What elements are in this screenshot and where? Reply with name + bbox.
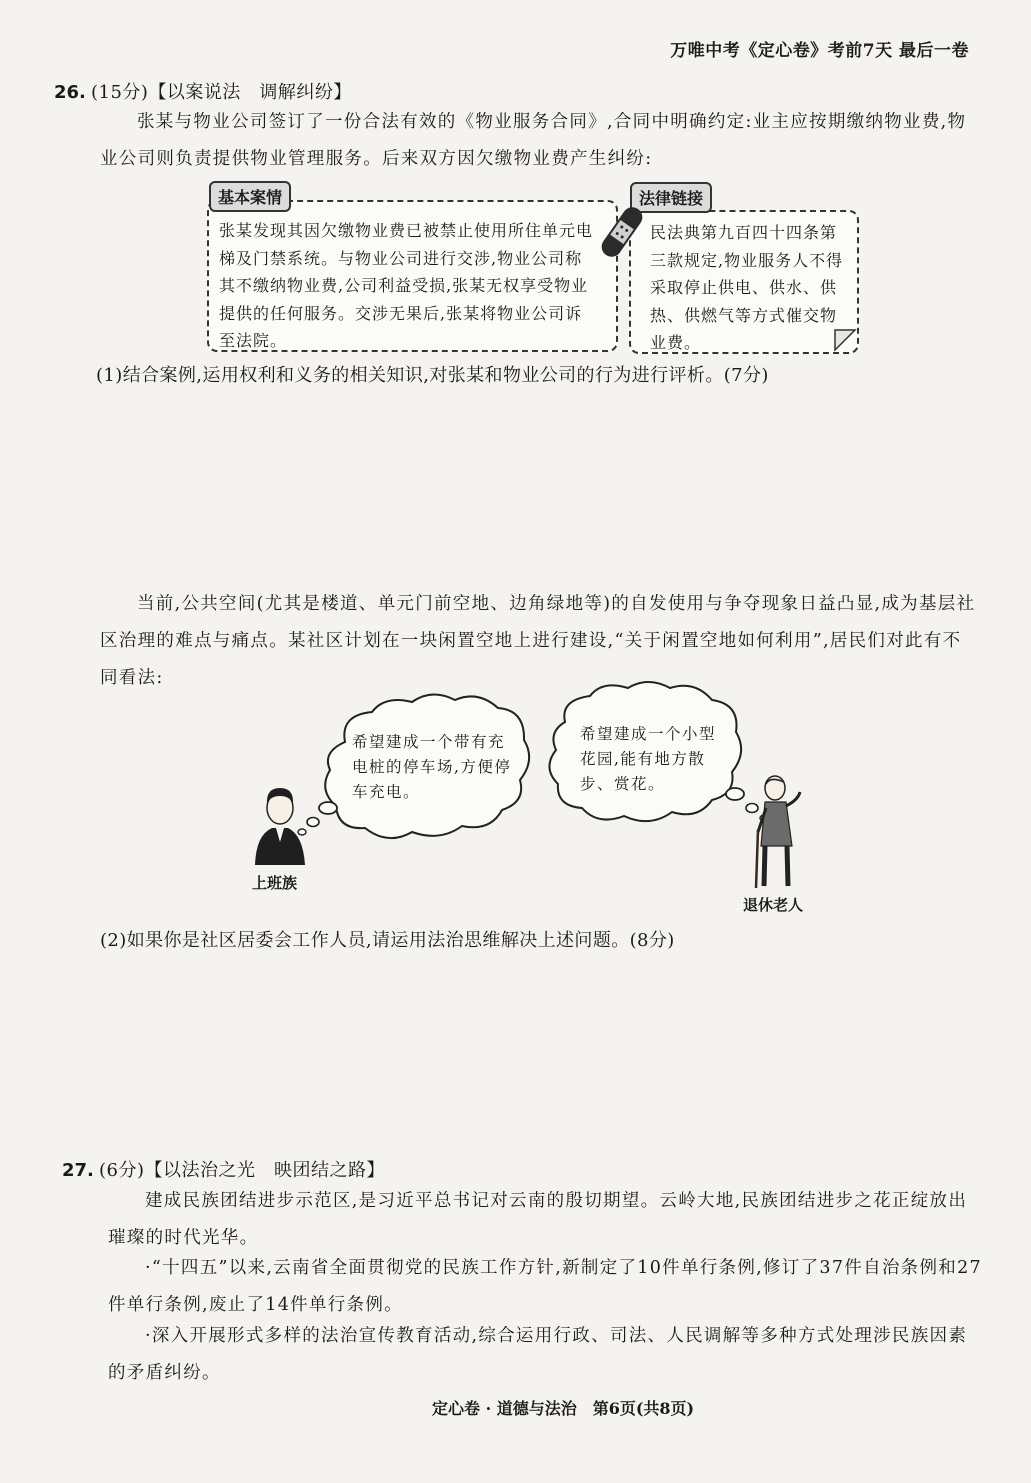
q26-para2: 当前,公共空间(尤其是楼道、单元门前空地、边角绿地等)的自发使用与争夺现象日益凸显,成为基层社区治理的难点与痛点。某社区计划在一块闲置空地上进行建设,“关于闲置空地如何利用”,居民们对此有不同看法: <box>100 594 976 688</box>
case-box-tag: 基本案情 <box>209 181 291 212</box>
q27-para1: 建成民族团结进步示范区,是习近平总书记对云南的殷切期望。云岭大地,民族团结进步之花正绽放出璀璨的时代光华。 <box>108 1191 968 1248</box>
office-worker-figure <box>255 788 305 865</box>
q26-heading: (15分)【以案说法 调解纠纷】 <box>90 82 352 103</box>
q26-sub2: (2)如果你是社区居委会工作人员,请运用法治思维解决上述问题。(8分) <box>100 930 675 951</box>
q27-bullet1: ·“十四五”以来,云南省全面贯彻党的民族工作方针,新制定了10件单行条例,修订了37件自治条例和27件单行条例,废止了14件单行条例。 <box>108 1258 982 1315</box>
q27-bullet2: ·深入开展形式多样的法治宣传教育活动,综合运用行政、司法、人民调解等多种方式处理涉民族因素的矛盾纠纷。 <box>108 1326 968 1383</box>
q27-title <box>62 1156 385 1182</box>
right-bubble-text: 希望建成一个小型花园,能有地方散步、赏花。 <box>580 725 717 793</box>
folded-corner-icon <box>835 330 855 350</box>
law-box-tag: 法律链接 <box>630 182 712 213</box>
office-worker-caption: 上班族 <box>252 874 298 892</box>
q27-heading: (6分)【以法治之光 映团结之路】 <box>98 1160 385 1181</box>
case-box-text: 张某发现其因欠缴物业费已被禁止使用所住单元电梯及门禁系统。与物业公司进行交涉,物业公司称其不缴纳物业费,公司利益受损,张某无权享受物业提供的任何服务。交涉无果后,张某将物业公司诉至法院。 <box>219 221 594 350</box>
law-box-text: 民法典第九百四十四条第三款规定,物业服务人不得采取停止供电、供水、供热、供燃气等方式催交物业费。 <box>650 223 844 352</box>
q26-number: 26. <box>54 82 86 103</box>
q27-number: 27. <box>62 1160 94 1181</box>
bandage-icon <box>598 203 647 260</box>
q26-intro: 张某与物业公司签订了一份合法有效的《物业服务合同》,合同中明确约定:业主应按期缴纳物业费,物业公司则负责提供物业管理服务。后来双方因欠缴物业费产生纠纷: <box>100 112 967 169</box>
page-footer: 定心卷 · 道德与法治 第6页(共8页) <box>432 1399 695 1418</box>
elder-figure <box>756 776 800 888</box>
page-header: 万唯中考《定心卷》考前7天 最后一卷 <box>670 41 969 61</box>
left-bubble-text: 希望建成一个带有充电桩的停车场,方便停车充电。 <box>352 733 512 801</box>
q26-sub1: (1)结合案例,运用权利和义务的相关知识,对张某和物业公司的行为进行评析。(7分) <box>96 365 769 386</box>
elder-caption: 退休老人 <box>743 896 804 914</box>
